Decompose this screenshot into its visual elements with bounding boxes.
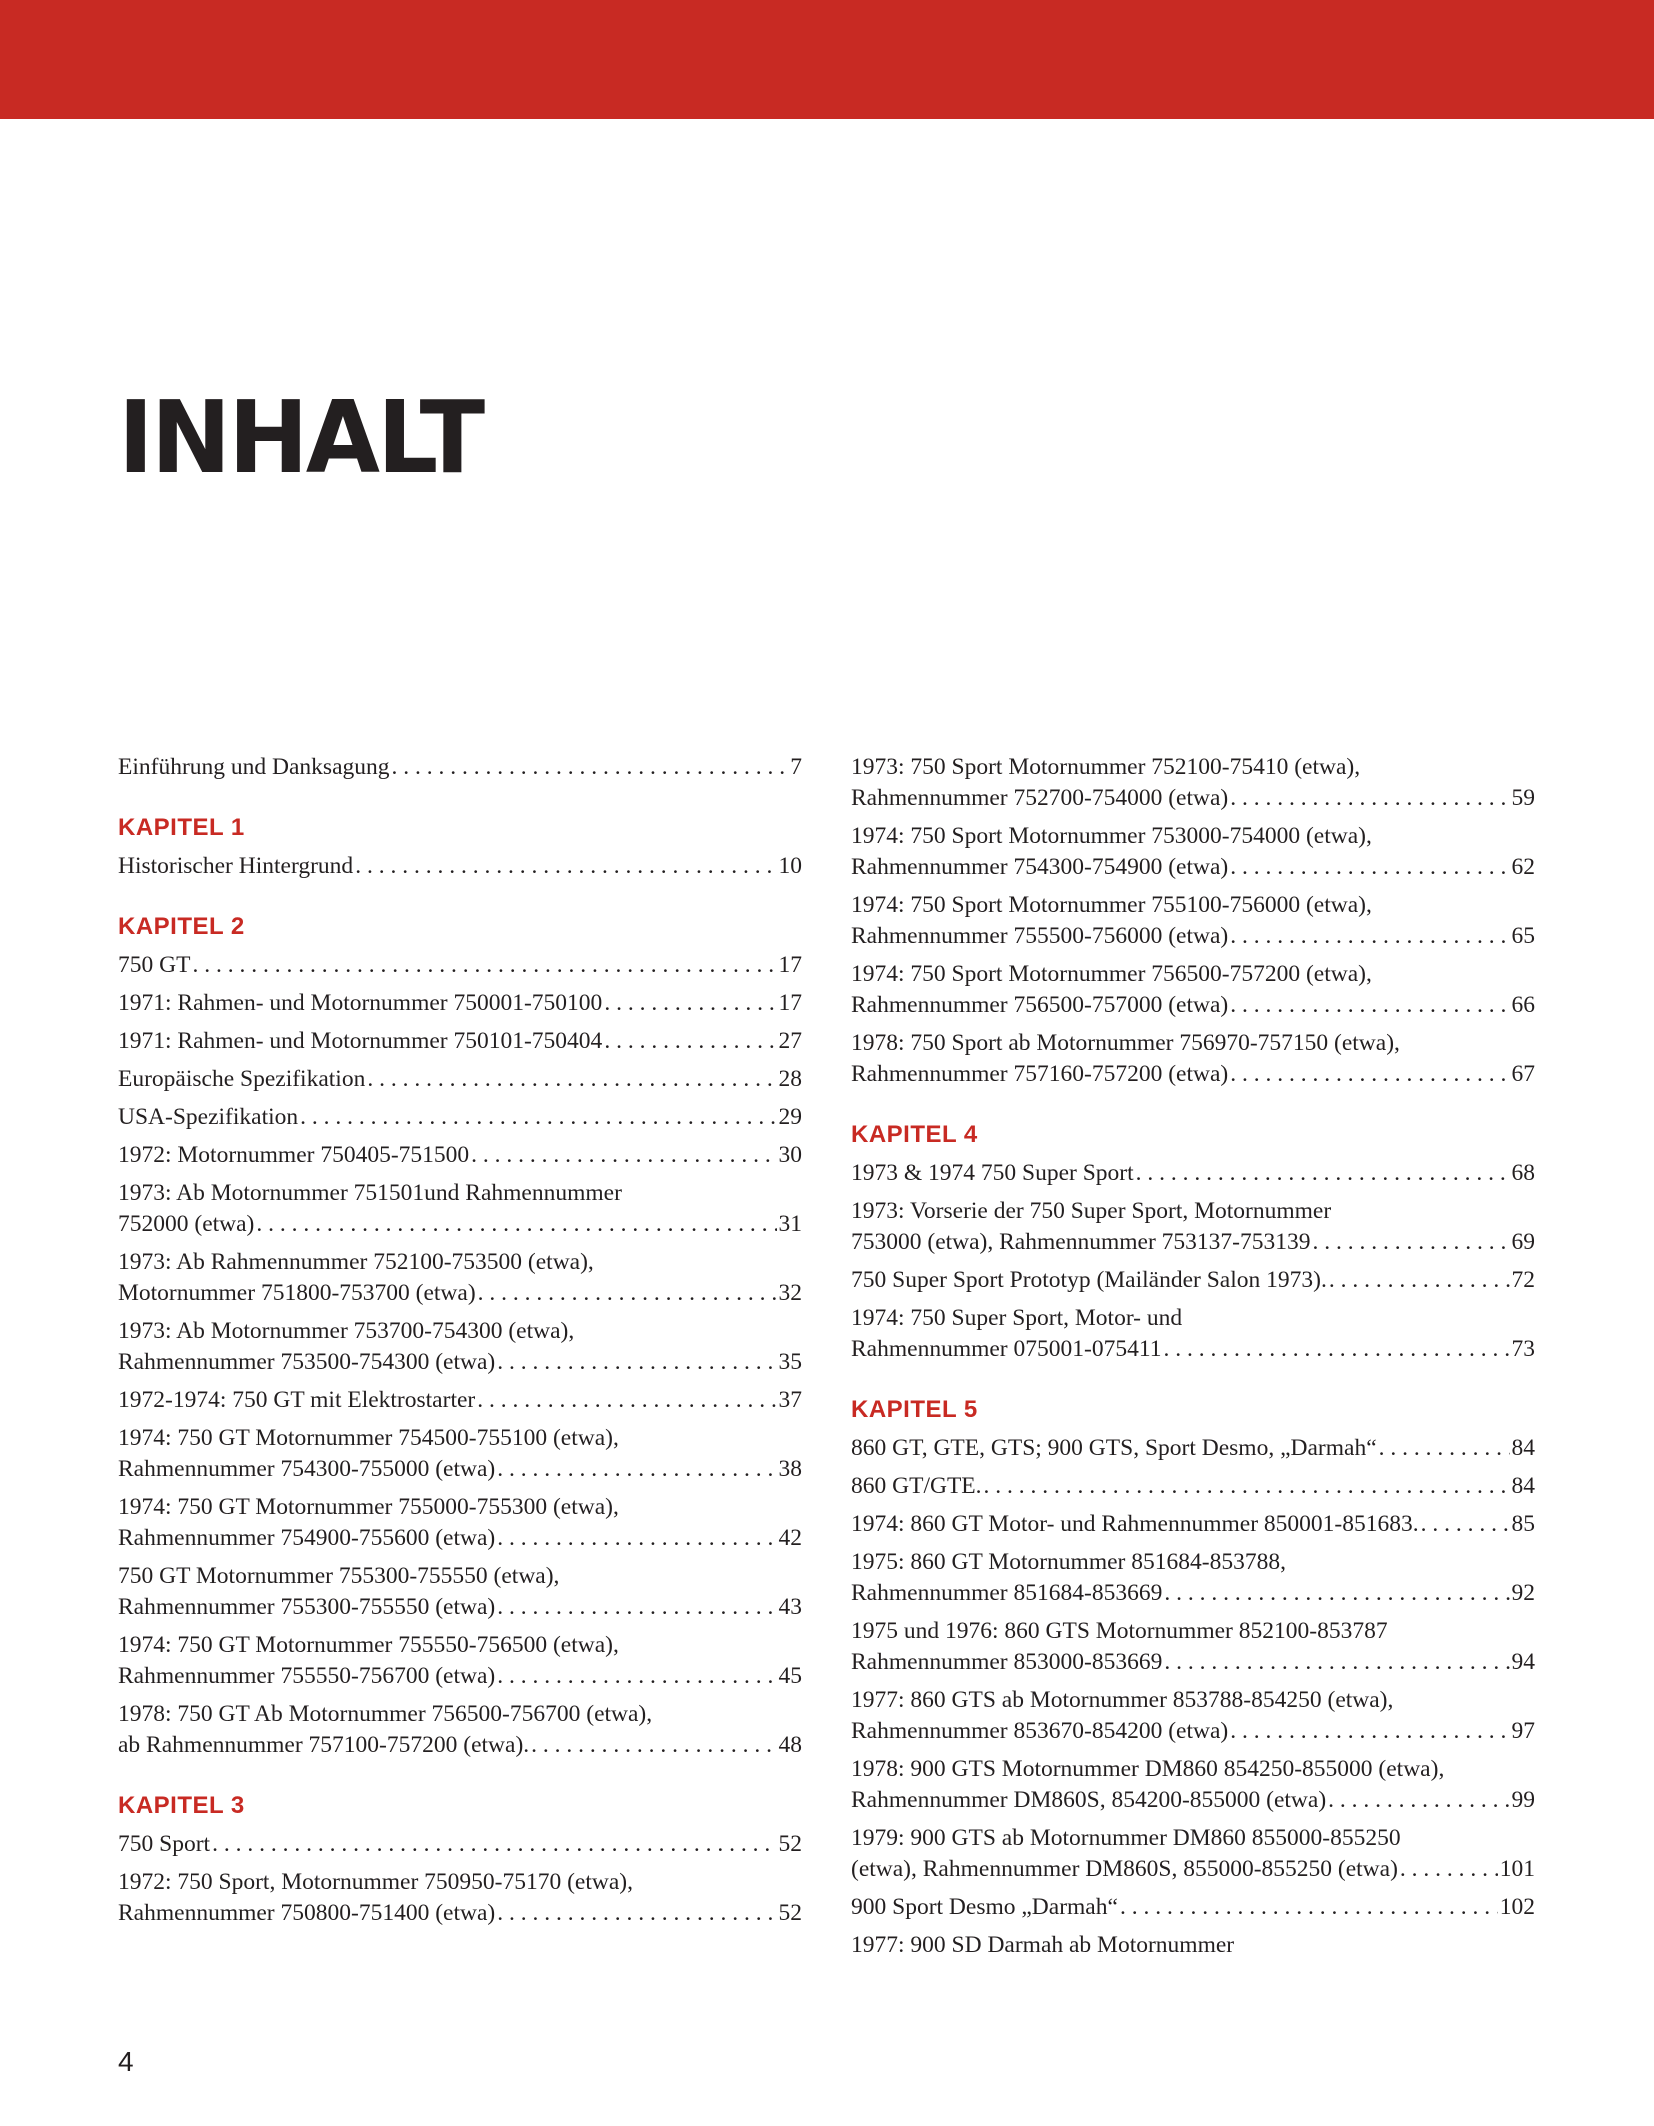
toc-entry-title-line: Rahmennummer 754300-755000 (etwa) bbox=[118, 1456, 496, 1482]
dot-leader bbox=[1162, 1647, 1509, 1678]
toc-page-number: 27 bbox=[778, 1028, 802, 1054]
toc-entry-title-line: Rahmennummer 853670-854200 (etwa) bbox=[851, 1718, 1229, 1744]
toc-entry-title-line: Rahmennummer 755300-755550 (etwa) bbox=[118, 1594, 496, 1620]
toc-page-number: 10 bbox=[778, 853, 802, 879]
toc-entry-title-line: 1975 und 1976: 860 GTS Motornummer 852100-853787 bbox=[851, 1618, 1388, 1644]
toc-page-number: 97 bbox=[1511, 1718, 1535, 1744]
toc-entry-title: 900 Sport Desmo „Darmah“ bbox=[851, 1894, 1118, 1920]
toc-entry-title-line: Rahmennummer 756500-757000 (etwa) bbox=[851, 992, 1229, 1018]
toc-page-number: 67 bbox=[1511, 1061, 1535, 1087]
toc-entry-title-line: 1973: 750 Sport Motornummer 752100-75410 (etwa), bbox=[851, 754, 1361, 780]
toc-entry[interactable] bbox=[118, 851, 802, 882]
toc-entry-title: 750 GT bbox=[118, 952, 191, 978]
dot-leader bbox=[353, 851, 776, 882]
toc-entry-title-line: Rahmennummer 755500-756000 (etwa) bbox=[851, 923, 1229, 949]
toc-page-number: 42 bbox=[778, 1525, 802, 1551]
toc-entry[interactable] bbox=[118, 1316, 802, 1378]
toc-page-number: 28 bbox=[778, 1066, 802, 1092]
page-number: 4 bbox=[118, 2046, 134, 2077]
toc-entry[interactable] bbox=[851, 1823, 1535, 1885]
toc-entry-title: 860 GT/GTE. bbox=[851, 1473, 982, 1499]
dot-leader bbox=[1134, 1158, 1510, 1189]
toc-entry-title-line: 1975: 860 GT Motornummer 851684-853788, bbox=[851, 1549, 1286, 1575]
dot-leader bbox=[1419, 1509, 1510, 1540]
toc-entry[interactable] bbox=[118, 1829, 802, 1860]
dot-leader bbox=[469, 1140, 776, 1171]
toc-entry-title: 1971: Rahmen- und Motornummer 750001-750100 bbox=[118, 990, 603, 1016]
toc-entry[interactable] bbox=[851, 1433, 1535, 1464]
toc-entry-title-line: Rahmennummer DM860S, 854200-855000 (etwa) bbox=[851, 1787, 1327, 1813]
toc-entry-title-line: Motornummer 751800-753700 (etwa) bbox=[118, 1280, 476, 1306]
dot-leader bbox=[254, 1209, 776, 1240]
toc-entry-title-line: 753000 (etwa), Rahmennummer 753137-753139 bbox=[851, 1229, 1311, 1255]
dot-leader bbox=[1161, 1334, 1509, 1365]
toc-entry-title: 1971: Rahmen- und Motornummer 750101-750404 bbox=[118, 1028, 603, 1054]
toc-page-number: 99 bbox=[1511, 1787, 1535, 1813]
toc-page-number: 66 bbox=[1511, 992, 1535, 1018]
toc-page-number: 102 bbox=[1499, 1894, 1535, 1920]
toc-entry-title-line: 1974: 750 Sport Motornummer 755100-756000 (etwa), bbox=[851, 892, 1372, 918]
toc-page-number: 35 bbox=[778, 1349, 802, 1375]
toc-entry-title: USA-Spezifikation bbox=[118, 1104, 299, 1130]
toc-entry[interactable] bbox=[118, 1178, 802, 1240]
toc-entry-title-line: 1974: 750 Sport Motornummer 753000-754000 (etwa), bbox=[851, 823, 1372, 849]
toc-entry[interactable] bbox=[118, 1026, 802, 1057]
toc-page-number: 37 bbox=[778, 1387, 802, 1413]
toc-page-number: 84 bbox=[1511, 1473, 1535, 1499]
toc-page-number: 69 bbox=[1511, 1229, 1535, 1255]
toc-entry-title: 1973 & 1974 750 Super Sport bbox=[851, 1160, 1134, 1186]
toc-page-number: 72 bbox=[1511, 1267, 1535, 1293]
dot-leader bbox=[602, 1026, 776, 1057]
toc-entry[interactable] bbox=[118, 1140, 802, 1171]
toc-page-number: 92 bbox=[1511, 1580, 1535, 1606]
toc-entry-title-line: 1974: 750 Super Sport, Motor- und bbox=[851, 1305, 1183, 1331]
toc-entry[interactable] bbox=[118, 1423, 802, 1485]
toc-page-number: 29 bbox=[778, 1104, 802, 1130]
toc-entry[interactable] bbox=[851, 1303, 1535, 1365]
toc-entry-title-line: Rahmennummer 851684-853669 bbox=[851, 1580, 1163, 1606]
toc-entry-title: Europäische Spezifikation bbox=[118, 1066, 366, 1092]
toc-entry-title: 1972: Motornummer 750405-751500 bbox=[118, 1142, 470, 1168]
toc-entry[interactable] bbox=[851, 1158, 1535, 1189]
dot-leader bbox=[475, 1385, 776, 1416]
dot-leader bbox=[365, 1064, 776, 1095]
toc-page-number: 84 bbox=[1511, 1435, 1535, 1461]
dot-leader bbox=[1310, 1227, 1509, 1258]
dot-leader bbox=[1228, 1059, 1509, 1090]
dot-leader bbox=[1228, 783, 1509, 814]
dot-leader bbox=[1377, 1433, 1510, 1464]
toc-entry-title-line: 1972: 750 Sport, Motornummer 750950-75170 (etwa), bbox=[118, 1869, 633, 1895]
toc-entry-title-line: 1974: 750 GT Motornummer 755550-756500 (etwa), bbox=[118, 1632, 619, 1658]
toc-page-number: 101 bbox=[1499, 1856, 1535, 1882]
dot-leader bbox=[1162, 1578, 1509, 1609]
toc-entry[interactable] bbox=[851, 1265, 1535, 1296]
toc-entry-title-line: Rahmennummer 757160-757200 (etwa) bbox=[851, 1061, 1229, 1087]
dot-leader bbox=[1398, 1854, 1498, 1885]
toc-page-number: 52 bbox=[778, 1900, 802, 1926]
toc-entry-title-line: 1973: Ab Motornummer 753700-754300 (etwa), bbox=[118, 1318, 575, 1344]
chapter-heading: KAPITEL 4 bbox=[851, 1121, 978, 1148]
toc-entry-title-line: 1973: Ab Rahmennummer 752100-753500 (etwa), bbox=[118, 1249, 594, 1275]
dot-leader bbox=[529, 1730, 776, 1761]
toc-page-number: 73 bbox=[1511, 1336, 1535, 1362]
toc-entry-title-line: 750 GT Motornummer 755300-755550 (etwa), bbox=[118, 1563, 560, 1589]
toc-entry[interactable] bbox=[118, 1385, 802, 1416]
dot-leader bbox=[602, 988, 776, 1019]
dot-leader bbox=[495, 1592, 776, 1623]
toc-page-number: 85 bbox=[1511, 1511, 1535, 1537]
toc-entry-title: 1972-1974: 750 GT mit Elektrostarter bbox=[118, 1387, 476, 1413]
page-title: INHALT bbox=[118, 379, 483, 496]
toc-entry[interactable] bbox=[118, 1102, 802, 1133]
toc-left-column bbox=[118, 752, 802, 1936]
toc-entry-title-line: Rahmennummer 853000-853669 bbox=[851, 1649, 1163, 1675]
toc-page-number: 7 bbox=[790, 754, 802, 780]
toc-entry-title-line: (etwa), Rahmennummer DM860S, 855000-855250 (etwa) bbox=[851, 1856, 1398, 1882]
toc-page-number: 62 bbox=[1511, 854, 1535, 880]
dot-leader bbox=[982, 1471, 1510, 1502]
dot-leader bbox=[298, 1102, 776, 1133]
dot-leader bbox=[495, 1661, 776, 1692]
dot-leader bbox=[1228, 852, 1509, 883]
toc-entry-title-line: ab Rahmennummer 757100-757200 (etwa). bbox=[118, 1732, 530, 1758]
toc-entry-title: 1977: 900 SD Darmah ab Motornummer bbox=[851, 1932, 1235, 1958]
toc-entry[interactable] bbox=[851, 1028, 1535, 1090]
toc-entry[interactable] bbox=[851, 1509, 1535, 1540]
toc-entry[interactable] bbox=[851, 1196, 1535, 1258]
toc-entry[interactable] bbox=[118, 1699, 802, 1761]
toc-entry[interactable] bbox=[118, 1247, 802, 1309]
dot-leader bbox=[1228, 1716, 1509, 1747]
toc-entry[interactable] bbox=[851, 1930, 1535, 1961]
toc-entry-title-line: 1978: 900 GTS Motornummer DM860 854250-855000 (etwa), bbox=[851, 1756, 1445, 1782]
toc-entry[interactable] bbox=[118, 1492, 802, 1554]
toc-entry[interactable] bbox=[851, 821, 1535, 883]
toc-entry-title: 750 Super Sport Prototyp (Mailänder Salon 1973). bbox=[851, 1267, 1327, 1293]
toc-entry-title-line: Rahmennummer 754300-754900 (etwa) bbox=[851, 854, 1229, 880]
dot-leader bbox=[495, 1898, 776, 1929]
toc-page-number: 94 bbox=[1511, 1649, 1535, 1675]
toc-page-number: 17 bbox=[778, 990, 802, 1016]
toc-page-number: 17 bbox=[778, 952, 802, 978]
toc-page-number: 45 bbox=[778, 1663, 802, 1689]
chapter-heading: KAPITEL 1 bbox=[118, 814, 245, 841]
chapter-heading: KAPITEL 3 bbox=[118, 1792, 245, 1819]
toc-entry-title-line: 1974: 750 Sport Motornummer 756500-757200 (etwa), bbox=[851, 961, 1372, 987]
toc-right-column bbox=[851, 752, 1535, 1968]
toc-entry[interactable] bbox=[118, 950, 802, 981]
toc-entry[interactable] bbox=[851, 752, 1535, 814]
toc-entry[interactable] bbox=[851, 1471, 1535, 1502]
dot-leader bbox=[1118, 1892, 1498, 1923]
toc-page-number: 65 bbox=[1511, 923, 1535, 949]
toc-entry[interactable] bbox=[118, 988, 802, 1019]
toc-page-number: 30 bbox=[778, 1142, 802, 1168]
toc-page-number: 59 bbox=[1511, 785, 1535, 811]
toc-entry-title-line: 1977: 860 GTS ab Motornummer 853788-854250 (etwa), bbox=[851, 1687, 1394, 1713]
dot-leader bbox=[495, 1454, 776, 1485]
toc-entry-title-line: Rahmennummer 752700-754000 (etwa) bbox=[851, 785, 1229, 811]
toc-entry[interactable] bbox=[851, 1616, 1535, 1678]
toc-entry[interactable] bbox=[118, 1561, 802, 1623]
toc-entry[interactable] bbox=[118, 752, 802, 783]
toc-entry[interactable] bbox=[118, 1064, 802, 1095]
toc-entry[interactable] bbox=[851, 1547, 1535, 1609]
toc-entry[interactable] bbox=[851, 890, 1535, 952]
toc-page-number: 32 bbox=[778, 1280, 802, 1306]
toc-entry-title-line: Rahmennummer 754900-755600 (etwa) bbox=[118, 1525, 496, 1551]
dot-leader bbox=[210, 1829, 776, 1860]
toc-entry[interactable] bbox=[118, 1630, 802, 1692]
toc-entry-title-line: Rahmennummer 753500-754300 (etwa) bbox=[118, 1349, 496, 1375]
dot-leader bbox=[1327, 1265, 1510, 1296]
dot-leader bbox=[1228, 990, 1509, 1021]
toc-entry-title-line: 1979: 900 GTS ab Motornummer DM860 855000-855250 bbox=[851, 1825, 1401, 1851]
toc-entry-title-line: 1974: 750 GT Motornummer 754500-755100 (etwa), bbox=[118, 1425, 619, 1451]
toc-entry-title: Einführung und Danksagung bbox=[118, 754, 390, 780]
dot-leader bbox=[1228, 921, 1509, 952]
toc-entry[interactable] bbox=[851, 1892, 1535, 1923]
toc-entry-title-line: 1973: Vorserie der 750 Super Sport, Motornummer bbox=[851, 1198, 1332, 1224]
toc-entry-title-line: 1974: 750 GT Motornummer 755000-755300 (etwa), bbox=[118, 1494, 619, 1520]
toc-page-number: 43 bbox=[778, 1594, 802, 1620]
dot-leader bbox=[495, 1523, 776, 1554]
dot-leader bbox=[1326, 1785, 1509, 1816]
toc-page-number: 38 bbox=[778, 1456, 802, 1482]
toc-entry[interactable] bbox=[118, 1867, 802, 1929]
toc-entry-title-line: Rahmennummer 750800-751400 (etwa) bbox=[118, 1900, 496, 1926]
toc-entry-title-line: 1973: Ab Motornummer 751501und Rahmennummer bbox=[118, 1180, 622, 1206]
toc-page-number: 52 bbox=[778, 1831, 802, 1857]
dot-leader bbox=[190, 950, 776, 981]
toc-entry-title-line: 752000 (etwa) bbox=[118, 1211, 255, 1237]
toc-entry[interactable] bbox=[851, 959, 1535, 1021]
toc-entry-title: 860 GT, GTE, GTS; 900 GTS, Sport Desmo, „Darmah“ bbox=[851, 1435, 1377, 1461]
toc-entry-title: 750 Sport bbox=[118, 1831, 211, 1857]
toc-entry-title: 1974: 860 GT Motor- und Rahmennummer 850001-851683. bbox=[851, 1511, 1419, 1537]
chapter-heading: KAPITEL 2 bbox=[118, 913, 245, 940]
toc-entry-title-line: Rahmennummer 075001-075411 bbox=[851, 1336, 1162, 1362]
chapter-heading: KAPITEL 5 bbox=[851, 1396, 978, 1423]
toc-entry[interactable] bbox=[851, 1685, 1535, 1747]
toc-entry-title-line: Rahmennummer 755550-756700 (etwa) bbox=[118, 1663, 496, 1689]
toc-entry[interactable] bbox=[851, 1754, 1535, 1816]
top-color-bar bbox=[0, 0, 1654, 119]
dot-leader bbox=[390, 752, 789, 783]
dot-leader bbox=[476, 1278, 777, 1309]
toc-entry-title: Historischer Hintergrund bbox=[118, 853, 354, 879]
toc-page-number: 31 bbox=[778, 1211, 802, 1237]
toc-page-number: 48 bbox=[778, 1732, 802, 1758]
toc-entry-title-line: 1978: 750 Sport ab Motornummer 756970-757150 (etwa), bbox=[851, 1030, 1400, 1056]
dot-leader bbox=[495, 1347, 776, 1378]
toc-page-number: 68 bbox=[1511, 1160, 1535, 1186]
toc-entry-title-line: 1978: 750 GT Ab Motornummer 756500-756700 (etwa), bbox=[118, 1701, 653, 1727]
